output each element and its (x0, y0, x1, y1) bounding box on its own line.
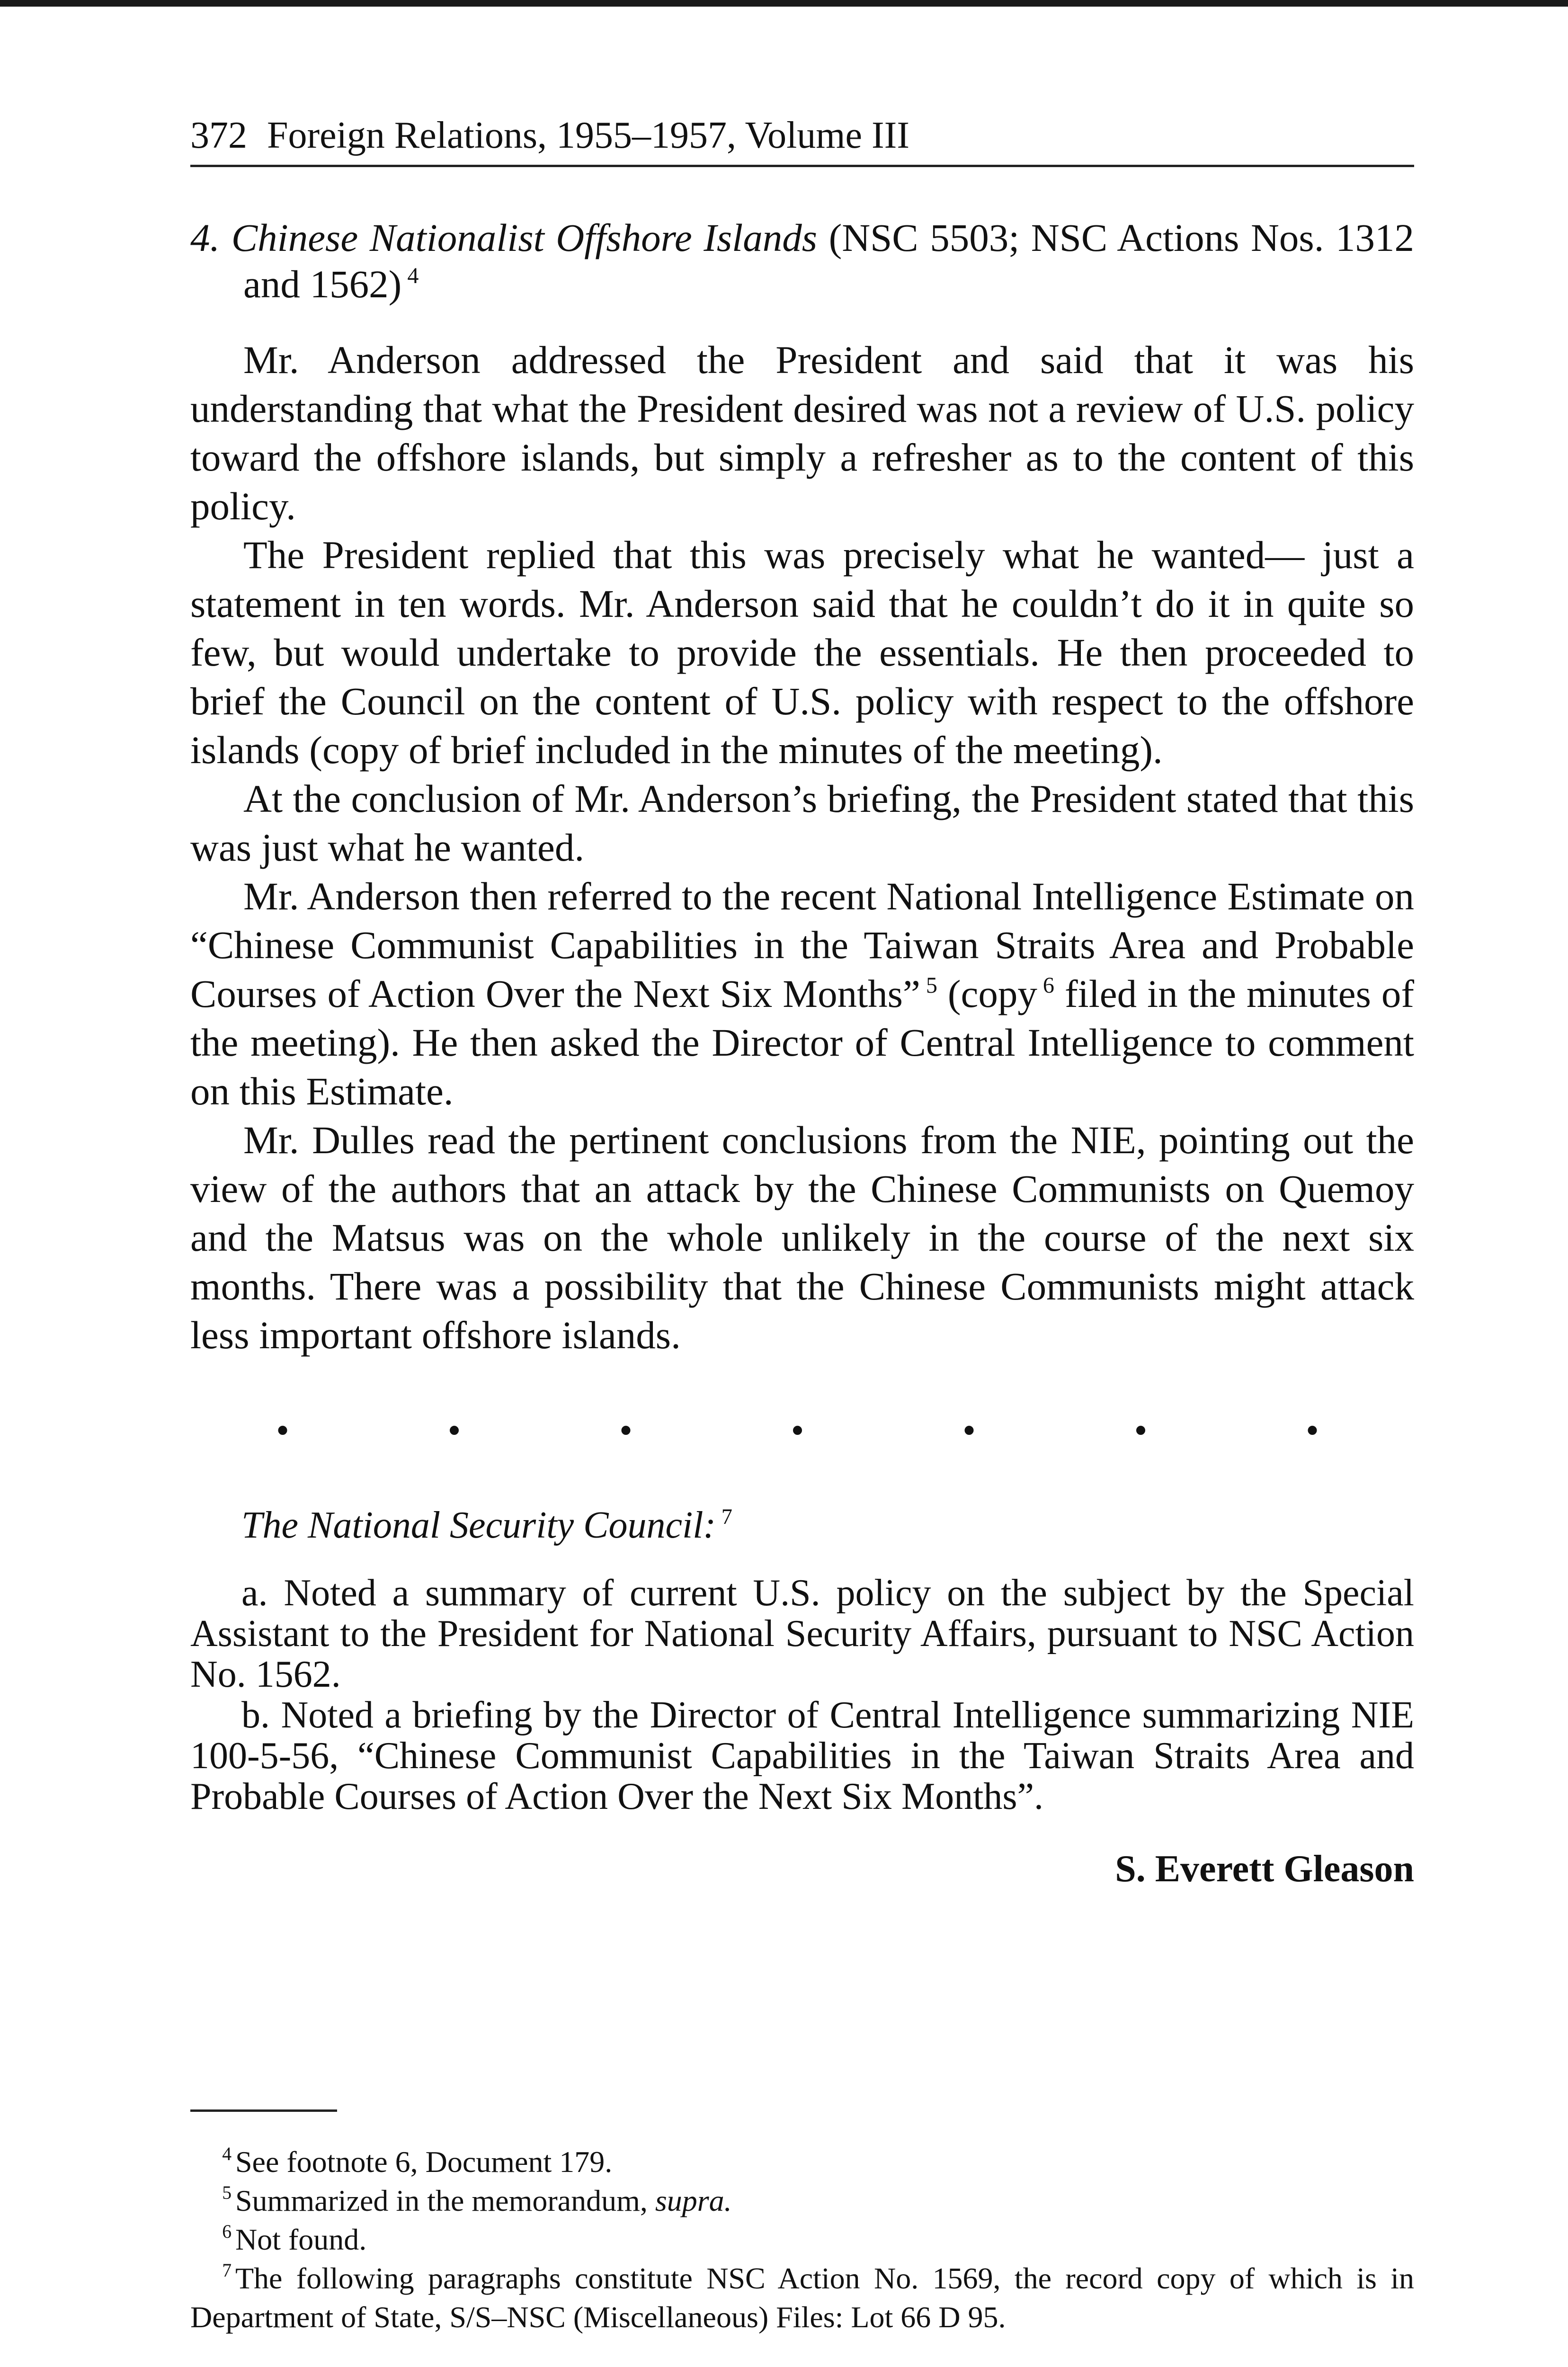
paragraph-5: Mr. Dulles read the pertinent conclusions from the NIE, pointing out the view of the authors that an attack by the Chinese Communists on Quemoy and the Matsus was on the whole unlikely in the course of the next six months. There was a possibility that the Chinese Communists might attack less important offshore islands. (190, 1118, 1414, 1357)
footnote-5-italic: supra. (655, 2184, 732, 2217)
footnote-ref-7[interactable]: 7 (721, 1505, 732, 1530)
running-head (190, 112, 1414, 167)
paragraph-4 (190, 872, 1414, 1116)
body-text (190, 336, 1414, 1360)
nsc-actions (190, 1573, 1414, 1817)
ellipsis-dot: • (619, 1410, 633, 1451)
page-number: 372 (190, 115, 247, 156)
section-title: Chinese Nationalist Offshore Islands (231, 216, 818, 259)
footnote-divider (190, 2109, 337, 2112)
footnote-6-marker: 6 (222, 2221, 232, 2242)
section-references: (NSC 5503; NSC Actions Nos. 1312 and 1562) (243, 216, 1415, 306)
footnote-5-text: Summarized in the memorandum, (235, 2184, 648, 2217)
section-number: 4. (190, 216, 220, 259)
section-heading (190, 214, 1414, 307)
paragraph-4-part-c: filed in the minutes of the meeting). He then asked the Director of Central Intelligence to comment on this Estimate. (190, 972, 1415, 1113)
paragraph-3: At the conclusion of Mr. Anderson’s briefing, the President stated that this was just what he wanted. (190, 777, 1414, 869)
ellipsis-dot: • (791, 1410, 804, 1451)
footnote-ref-5[interactable]: 5 (926, 973, 937, 998)
nsc-heading (190, 1502, 1414, 1549)
footnote-7-marker: 7 (222, 2260, 232, 2281)
footnote-4-marker: 4 (222, 2144, 232, 2165)
paragraph-4-part-a: Mr. Anderson then referred to the recent National Intelligence Estimate on “Chinese Communist Capabilities in the Taiwan Straits Area and Probable Courses of Action Over the Next Six Months” (190, 874, 1414, 1015)
signature: S. Everett Gleason (1115, 1848, 1414, 1890)
footnote-7-text: The following paragraphs constitute NSC Action No. 1569, the record copy of which is in Department of State, S/S–NSC (Miscellaneous) Files: Lot 66 D 95. (190, 2261, 1414, 2334)
footnote-7 (190, 2259, 1414, 2337)
footnote-6-text: Not found. (235, 2223, 367, 2256)
footnote-ref-4[interactable]: 4 (407, 263, 419, 289)
nsc-action-b: b. Noted a briefing by the Director of Central Intelligence summarizing NIE 100-5-56, “Chinese Communist Capabilities in the Taiwan Straits Area and Probable Courses of Action Over the Next Six Months”. (190, 1694, 1414, 1817)
footnote-5 (190, 2181, 1414, 2220)
paragraph-2: The President replied that this was precisely what he wanted— just a statement in ten words. Mr. Anderson said that he couldn’t do it in quite so few, but would undertake to provide the essentials. He then proceeded to brief the Council on the content of U.S. policy with respect to the offshore islands (copy of brief included in the minutes of the meeting). (190, 533, 1414, 772)
volume-title: Foreign Relations, 1955–1957, Volume III (267, 115, 909, 156)
page-top-edge (0, 0, 1568, 7)
footnote-6 (190, 2220, 1414, 2259)
footnotes (190, 2143, 1414, 2337)
ellipsis-dot: • (1305, 1410, 1319, 1451)
ellipsis-dots (190, 1412, 1414, 1450)
nsc-action-a: a. Noted a summary of current U.S. policy on the subject by the Special Assistant to the President for National Security Affairs, pursuant to NSC Action No. 1562. (190, 1572, 1414, 1695)
footnote-4 (190, 2143, 1414, 2181)
footnote-4-text: See footnote 6, Document 179. (235, 2145, 613, 2179)
paragraph-4-part-b: (copy (947, 972, 1037, 1015)
paragraph-1: Mr. Anderson addressed the President and said that it was his understanding that what the President desired was not a review of U.S. policy toward the offshore islands, but simply a refresher as to the content of this policy. (190, 338, 1414, 528)
ellipsis-dot: • (276, 1410, 289, 1451)
ellipsis-dot: • (962, 1410, 976, 1451)
document-page (190, 112, 1415, 2334)
footnote-ref-6[interactable]: 6 (1042, 973, 1054, 998)
footnote-5-marker: 5 (222, 2182, 232, 2204)
ellipsis-dot: • (1134, 1410, 1148, 1451)
ellipsis-dot: • (447, 1410, 461, 1451)
nsc-heading-label: The National Security Council: (241, 1504, 716, 1546)
